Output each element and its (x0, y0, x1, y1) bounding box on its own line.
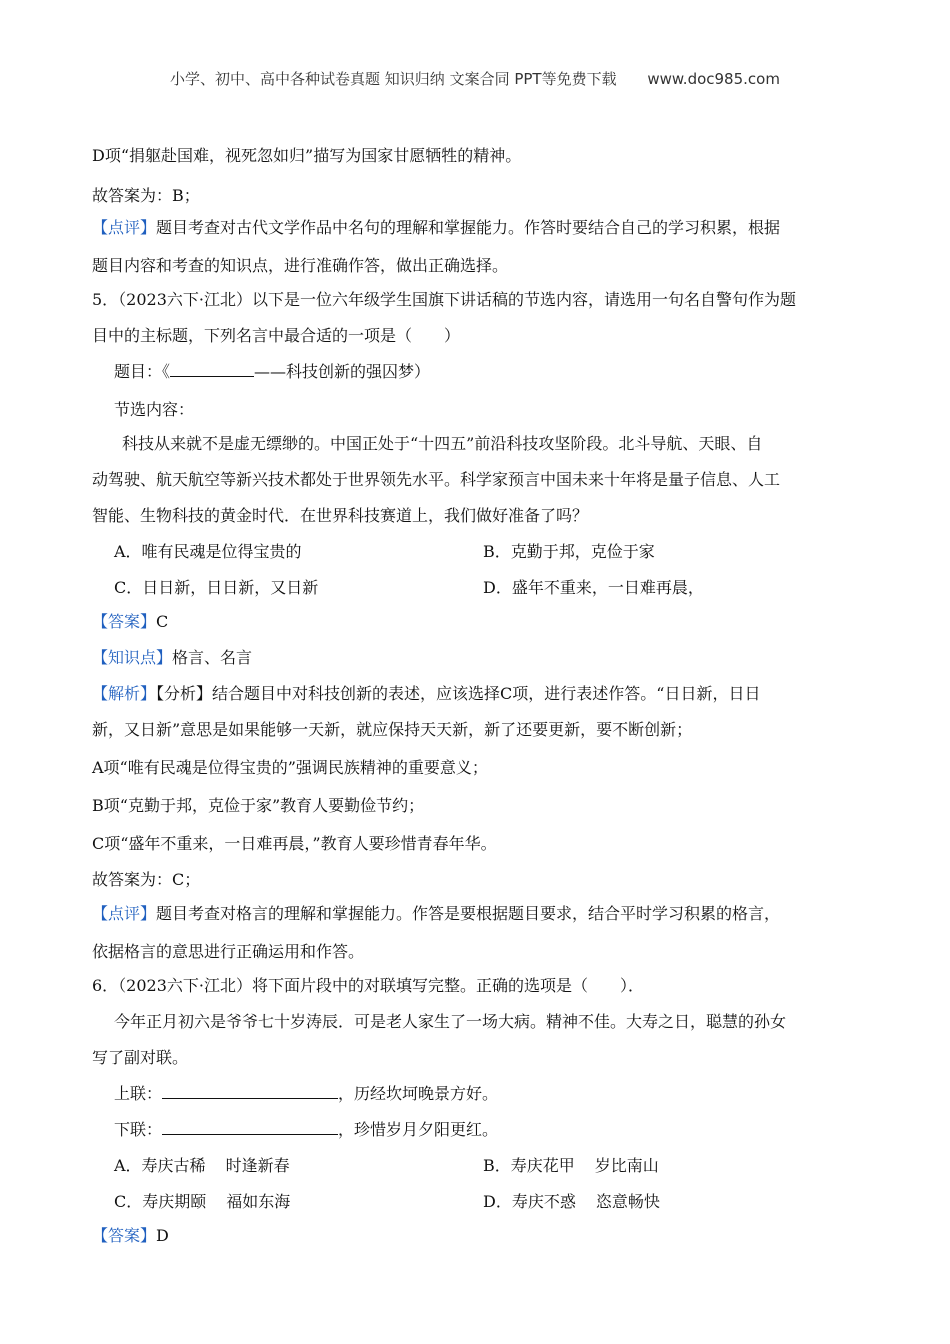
q6-lower-label: 下联： (114, 1120, 163, 1139)
q5-knowledge-value: 格言、名言 (172, 648, 253, 667)
header-text: 小学、初中、高中各种试卷真题 知识归纳 文案合同 PPT等免费下载 (170, 70, 617, 88)
q5-analysis-c: C项“盛年不重来，一日难再晨，”教育人要珍惜青春年华。 (92, 834, 497, 853)
q5-title-suffix: ——科技创新的强囚梦） (254, 362, 431, 381)
q5-stem-line1: 5．（2023六下·江北）以下是一位六年级学生国旗下讲话稿的节选内容，请选用一句名自警句作为题 (92, 290, 796, 309)
q6-upper-blank (162, 1082, 338, 1099)
q6-passage-line1: 今年正月初六是爷爷七十岁涛辰．可是老人家生了一场大病。精神不佳。大寿之日，聪慧的孙女 (114, 1012, 787, 1031)
q5-knowledge-tag: 【知识点】 (92, 648, 173, 667)
q6-option-c-part2: 福如东海 (226, 1192, 291, 1211)
q4-comment-line1 (92, 216, 862, 240)
q6-upper-label: 上联： (114, 1084, 163, 1103)
q5-option-d: D．盛年不重来，一日难再晨， (483, 578, 704, 597)
q6-option-b-part1: B．寿庆花甲 (483, 1156, 575, 1175)
q5-analysis-text1: 【分析】结合题目中对科技创新的表述，应该选择C项，进行表述作答。“日日新，日日 (156, 684, 761, 703)
q6-stem: 6．（2023六下·江北）将下面片段中的对联填写完整。正确的选项是（ ）． (92, 976, 644, 995)
q4-comment-tag: 【点评】 (92, 218, 157, 237)
q5-comment-text1: 题目考查对格言的理解和掌握能力。作答是要根据题目要求，结合平时学习积累的格言， (156, 904, 781, 923)
q5-answer-tag: 【答案】 (92, 612, 157, 631)
q5-stem-line2: 目中的主标题，下列名言中最合适的一项是（ ） (92, 326, 461, 345)
q4-d-item: D项“捐躯赴国难，视死忽如归”描写为国家甘愿牺牲的精神。 (92, 146, 522, 165)
q5-excerpt-label: 节选内容： (114, 400, 195, 419)
q5-analysis-tag: 【解析】 (92, 684, 157, 703)
q6-option-d (483, 1190, 863, 1214)
q5-excerpt-line2: 动驾驶、航天航空等新兴技术都处于世界领先水平。科学家预言中国未来十年将是量子信息、人工 (92, 470, 781, 489)
q6-answer-value: D (156, 1226, 169, 1245)
q5-title-prefix: 题目：《 (114, 362, 171, 381)
q5-comment-line1 (92, 902, 862, 926)
q5-analysis-line2: 新，又日新”意思是如果能够一天新，就应保持天天新，新了还要更新，要不断创新； (92, 720, 693, 739)
page-header (0, 68, 950, 89)
q6-option-c-part1: C．寿庆期颐 (114, 1192, 207, 1211)
q5-answer-value: C (156, 612, 169, 631)
q5-answer-line: 故答案为：C； (92, 870, 201, 889)
q6-lower-suffix: ，珍惜岁月夕阳更红。 (338, 1120, 499, 1139)
q5-analysis-line1 (92, 682, 862, 706)
q4-comment-line2: 题目内容和考查的知识点，进行准确作答，做出正确选择。 (92, 256, 509, 275)
q6-option-b (483, 1154, 863, 1178)
q6-option-d-part2: 恣意畅快 (595, 1192, 660, 1211)
q6-option-a-part1: A．寿庆古稀 (114, 1156, 206, 1175)
q5-analysis-b: B项“克勤于邦，克俭于家”教育人要勤俭节约； (92, 796, 425, 815)
q6-option-c (114, 1190, 454, 1214)
q6-passage-line2: 写了副对联。 (92, 1048, 189, 1067)
q5-answer (92, 610, 862, 634)
q5-analysis-a: A项“唯有民魂是位得宝贵的”强调民族精神的重要意义； (92, 758, 488, 777)
q6-option-a-part2: 时逢新春 (225, 1156, 290, 1175)
q4-comment-text1: 题目考查对古代文学作品中名句的理解和掌握能力。作答时要结合自己的学习积累，根据 (156, 218, 781, 237)
q5-title-blank (170, 360, 254, 377)
q5-option-a: A．唯有民魂是位得宝贵的 (114, 542, 302, 561)
q6-answer (92, 1224, 862, 1248)
q6-upper-suffix: ，历经坎坷晚景方好。 (338, 1084, 499, 1103)
q5-comment-line2: 依据格言的意思进行正确运用和作答。 (92, 942, 365, 961)
q4-answer-line: 故答案为：B； (92, 186, 200, 205)
q5-option-b: B．克勤于邦，克俭于家 (483, 542, 655, 561)
q5-excerpt-line1: 科技从来就不是虚无缥缈的。中国正处于“十四五”前沿科技攻坚阶段。北斗导航、天眼、自 (122, 434, 763, 453)
q6-upper-couplet (114, 1082, 884, 1106)
q5-knowledge (92, 646, 862, 670)
q5-excerpt-line3: 智能、生物科技的黄金时代．在世界科技赛道上，我们做好准备了吗？ (92, 506, 589, 525)
q5-title-line (114, 360, 884, 384)
q5-comment-tag: 【点评】 (92, 904, 157, 923)
q6-option-d-part1: D．寿庆不惑 (483, 1192, 576, 1211)
q5-option-c: C．日日新，日日新，又日新 (114, 578, 319, 597)
q6-answer-tag: 【答案】 (92, 1226, 157, 1245)
q6-lower-blank (162, 1118, 338, 1135)
q6-option-a (114, 1154, 454, 1178)
q6-lower-couplet (114, 1118, 884, 1142)
header-site: www.doc985.com (647, 70, 780, 88)
q6-option-b-part2: 岁比南山 (594, 1156, 659, 1175)
